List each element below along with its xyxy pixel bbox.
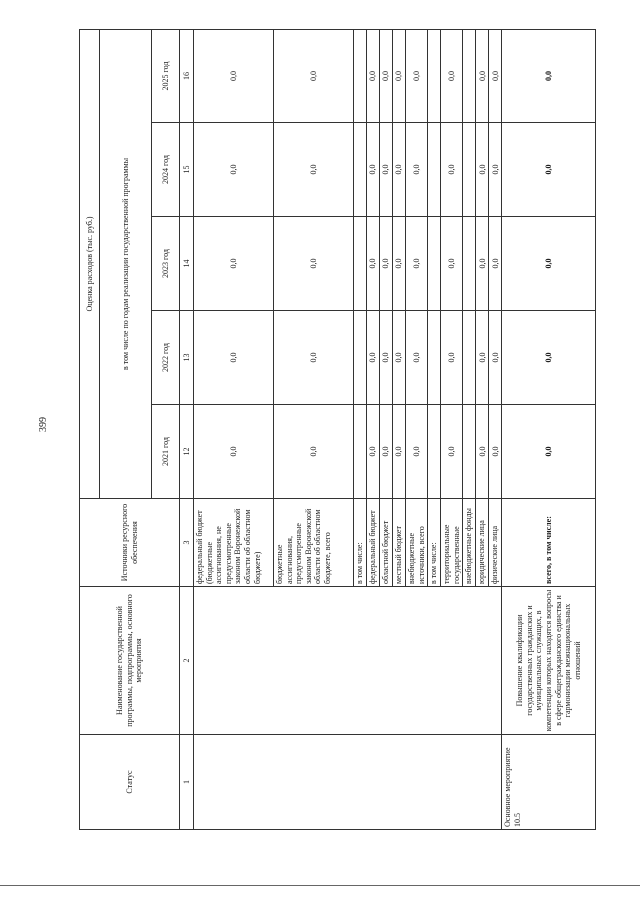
value-cell: 0,0 [406, 217, 428, 311]
value-cell [428, 405, 441, 499]
value-cell: 0,0 [476, 123, 489, 217]
value-cell: 0,0 [380, 123, 393, 217]
value-cell: 0,0 [393, 123, 406, 217]
source-cell: федеральный бюджет [367, 499, 380, 587]
value-cell: 0,0 [489, 123, 502, 217]
value-cell: 0,0 [194, 123, 274, 217]
value-cell: 0,0 [489, 311, 502, 405]
value-cell: 0,0 [194, 405, 274, 499]
value-cell: 0,0 [194, 217, 274, 311]
expenditure-table [79, 29, 596, 830]
value-cell: 0,0 [441, 123, 463, 217]
source-cell: в том числе: [428, 499, 441, 587]
value-cell: 0,0 [380, 29, 393, 122]
header-year: 2022 год [152, 311, 180, 405]
header-year: 2023 год [152, 217, 180, 311]
value-cell [354, 123, 367, 217]
value-cell: 0,0 [502, 311, 596, 405]
value-cell [428, 29, 441, 122]
value-cell: 0,0 [441, 29, 463, 122]
value-cell [463, 311, 476, 405]
value-cell [354, 405, 367, 499]
source-cell: территориальные государственные [441, 499, 463, 587]
source-cell: областной бюджет [380, 499, 393, 587]
value-cell: 0,0 [380, 217, 393, 311]
value-cell: 0,0 [502, 29, 596, 122]
value-cell: 0,0 [441, 405, 463, 499]
value-cell [463, 405, 476, 499]
event-source: всего, в том числе: [502, 499, 596, 587]
value-cell: 0,0 [367, 217, 380, 311]
value-cell: 0,0 [274, 405, 354, 499]
source-cell: местный бюджет [393, 499, 406, 587]
value-cell: 0,0 [406, 29, 428, 122]
value-cell: 0,0 [502, 405, 596, 499]
value-cell: 0,0 [380, 405, 393, 499]
header-status: Статус [80, 735, 180, 830]
header-year: 2024 год [152, 123, 180, 217]
value-cell [428, 311, 441, 405]
event-status: Основное мероприятие 10.5 [502, 735, 596, 830]
value-cell: 0,0 [367, 311, 380, 405]
column-number: 15 [180, 123, 194, 217]
value-cell: 0,0 [274, 311, 354, 405]
value-cell: 0,0 [489, 405, 502, 499]
value-cell [428, 123, 441, 217]
source-cell: в том числе: [354, 499, 367, 587]
value-cell: 0,0 [476, 311, 489, 405]
source-cell: внебюджетные источники, всего [406, 499, 428, 587]
column-number: 16 [180, 29, 194, 122]
source-cell: федеральный бюджет (бюджетные ассигнования, не предусмотренные законом Воронежской области об областном бюджете) [194, 499, 274, 587]
value-cell: 0,0 [502, 123, 596, 217]
rotated-table-page [79, 30, 582, 830]
header-by-years: в том числе по годам реализации государственной программы [100, 29, 152, 498]
header-sources: Источники ресурсного обеспечения [80, 499, 180, 587]
table-row [194, 29, 274, 829]
value-cell: 0,0 [194, 311, 274, 405]
status-cell-empty [194, 735, 502, 830]
value-cell: 0,0 [406, 405, 428, 499]
value-cell: 0,0 [194, 29, 274, 122]
value-cell: 0,0 [274, 123, 354, 217]
value-cell: 0,0 [502, 217, 596, 311]
value-cell: 0,0 [476, 29, 489, 122]
column-number: 1 [180, 735, 194, 830]
value-cell: 0,0 [441, 311, 463, 405]
column-number: 12 [180, 405, 194, 499]
value-cell: 0,0 [367, 29, 380, 122]
value-cell: 0,0 [367, 123, 380, 217]
value-cell: 0,0 [393, 405, 406, 499]
value-cell: 0,0 [274, 217, 354, 311]
header-estimate: Оценка расходов (тыс. руб.) [80, 29, 100, 498]
value-cell: 0,0 [393, 217, 406, 311]
source-cell: физические лица [489, 499, 502, 587]
header-year: 2021 год [152, 405, 180, 499]
value-cell [463, 29, 476, 122]
value-cell [354, 29, 367, 122]
value-cell [428, 217, 441, 311]
value-cell: 0,0 [406, 123, 428, 217]
column-number: 2 [180, 587, 194, 735]
value-cell: 0,0 [406, 311, 428, 405]
value-cell: 0,0 [380, 311, 393, 405]
value-cell: 0,0 [489, 217, 502, 311]
value-cell [463, 217, 476, 311]
column-number: 13 [180, 311, 194, 405]
value-cell: 0,0 [367, 405, 380, 499]
value-cell: 0,0 [476, 217, 489, 311]
page-number: 399 [38, 417, 49, 432]
value-cell: 0,0 [476, 405, 489, 499]
source-cell: юридические лица [476, 499, 489, 587]
value-cell [354, 217, 367, 311]
header-program-name: Наименование государственной программы, подпрограммы, основного мероприятия [80, 587, 180, 735]
value-cell: 0,0 [393, 29, 406, 122]
column-number: 3 [180, 499, 194, 587]
value-cell [354, 311, 367, 405]
value-cell: 0,0 [274, 29, 354, 122]
table-row [502, 29, 596, 829]
scan-edge-line [0, 885, 640, 886]
column-number-row [180, 29, 194, 829]
value-cell: 0,0 [393, 311, 406, 405]
header-year: 2025 год [152, 29, 180, 122]
source-cell: бюджетные ассигнования, предусмотренные законом Воронежской области об областном бюджете, всего [274, 499, 354, 587]
event-name: Повышение квалификации государственных гражданских и муниципальных служащих, в компетенции которых находятся вопросы в сфере общегражданского единства и гармонизации межнациональных отношений [502, 587, 596, 735]
name-cell-empty [194, 587, 502, 735]
column-number: 14 [180, 217, 194, 311]
source-cell: внебюджетные фонды [463, 499, 476, 587]
value-cell [463, 123, 476, 217]
value-cell: 0,0 [489, 29, 502, 122]
value-cell: 0,0 [441, 217, 463, 311]
